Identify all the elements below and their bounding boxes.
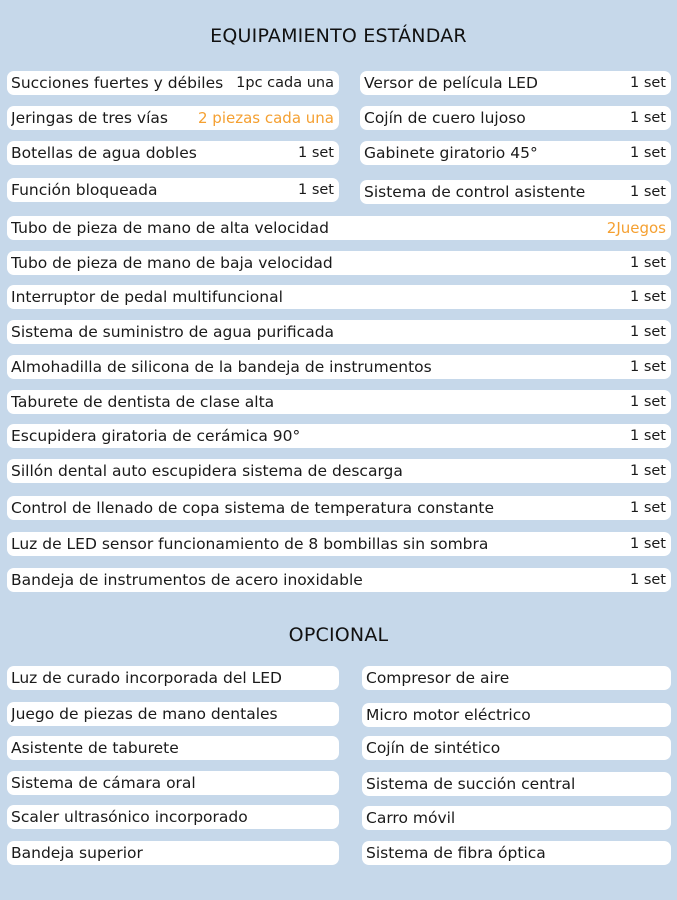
standard-item bbox=[360, 71, 671, 95]
item-qty: 1 set bbox=[630, 289, 666, 305]
optional-item bbox=[7, 771, 339, 795]
item-label: Cojín de cuero lujoso bbox=[364, 109, 526, 127]
item-qty: 1 set bbox=[630, 145, 666, 161]
standard-item bbox=[7, 141, 339, 165]
optional-item bbox=[7, 805, 339, 829]
item-label: Sistema de fibra óptica bbox=[366, 844, 546, 862]
standard-item bbox=[7, 106, 339, 130]
optional-item bbox=[7, 841, 339, 865]
item-label: Cojín de sintético bbox=[366, 739, 501, 757]
item-qty: 2Juegos bbox=[606, 219, 666, 237]
item-label: Compresor de aire bbox=[366, 669, 510, 687]
item-label: Sistema de control asistente bbox=[364, 183, 586, 201]
item-qty: 1 set bbox=[630, 572, 666, 588]
item-qty: 1 set bbox=[630, 500, 666, 516]
standard-item bbox=[7, 285, 671, 309]
item-label: Sillón dental auto escupidera sistema de descarga bbox=[11, 462, 403, 480]
item-label: Escupidera giratoria de cerámica 90° bbox=[11, 427, 301, 445]
item-label: Carro móvil bbox=[366, 809, 456, 827]
item-label: Asistente de taburete bbox=[11, 739, 179, 757]
item-qty: 1 set bbox=[630, 110, 666, 126]
item-label: Bandeja superior bbox=[11, 844, 143, 862]
item-label: Luz de curado incorporada del LED bbox=[11, 669, 282, 687]
standard-item bbox=[7, 178, 339, 202]
item-qty: 1 set bbox=[630, 428, 666, 444]
standard-item bbox=[7, 216, 671, 240]
item-label: Micro motor eléctrico bbox=[366, 706, 531, 724]
item-label: Control de llenado de copa sistema de temperatura constante bbox=[11, 499, 495, 517]
item-label: Almohadilla de silicona de la bandeja de instrumentos bbox=[11, 358, 432, 376]
standard-item bbox=[360, 141, 671, 165]
item-qty: 1 set bbox=[298, 182, 334, 198]
standard-title: EQUIPAMIENTO ESTÁNDAR bbox=[210, 25, 467, 47]
item-label: Succiones fuertes y débiles bbox=[11, 74, 224, 92]
item-label: Interruptor de pedal multifuncional bbox=[11, 288, 283, 306]
optional-item bbox=[7, 736, 339, 760]
item-label: Sistema de suministro de agua purificada bbox=[11, 323, 335, 341]
standard-item bbox=[360, 106, 671, 130]
standard-item bbox=[7, 459, 671, 483]
item-qty: 1 set bbox=[630, 536, 666, 552]
standard-item bbox=[7, 496, 671, 520]
optional-item bbox=[362, 772, 671, 796]
item-label: Juego de piezas de mano dentales bbox=[11, 705, 278, 723]
optional-item bbox=[362, 841, 671, 865]
item-label: Tubo de pieza de mano de alta velocidad bbox=[11, 219, 329, 237]
standard-item bbox=[7, 71, 339, 95]
item-qty: 2 piezas cada una bbox=[197, 109, 334, 127]
item-label: Jeringas de tres vías bbox=[11, 109, 168, 127]
item-label: Sistema de cámara oral bbox=[11, 774, 196, 792]
item-label: Taburete de dentista de clase alta bbox=[11, 393, 275, 411]
item-qty: 1 set bbox=[630, 75, 666, 91]
standard-item bbox=[360, 180, 671, 204]
item-qty: 1 set bbox=[298, 145, 334, 161]
item-label: Sistema de succión central bbox=[366, 775, 576, 793]
optional-item bbox=[362, 666, 671, 690]
item-label: Botellas de agua dobles bbox=[11, 144, 197, 162]
optional-item bbox=[362, 703, 671, 727]
optional-title: OPCIONAL bbox=[288, 624, 389, 646]
item-qty: 1pc cada una bbox=[236, 75, 334, 91]
item-label: Luz de LED sensor funcionamiento de 8 bombillas sin sombra bbox=[11, 535, 489, 553]
item-label: Bandeja de instrumentos de acero inoxidable bbox=[11, 571, 363, 589]
item-label: Tubo de pieza de mano de baja velocidad bbox=[11, 254, 333, 272]
standard-item bbox=[7, 320, 671, 344]
standard-item bbox=[7, 532, 671, 556]
optional-item bbox=[7, 702, 339, 726]
item-qty: 1 set bbox=[630, 359, 666, 375]
item-qty: 1 set bbox=[630, 255, 666, 271]
item-label: Scaler ultrasónico incorporado bbox=[11, 808, 248, 826]
item-label: Gabinete giratorio 45° bbox=[364, 144, 538, 162]
item-label: Función bloqueada bbox=[11, 181, 158, 199]
item-qty: 1 set bbox=[630, 184, 666, 200]
standard-item bbox=[7, 424, 671, 448]
item-label: Versor de película LED bbox=[364, 74, 538, 92]
standard-item bbox=[7, 355, 671, 379]
standard-item bbox=[7, 568, 671, 592]
standard-item bbox=[7, 251, 671, 275]
optional-item bbox=[362, 736, 671, 760]
optional-item bbox=[362, 806, 671, 830]
item-qty: 1 set bbox=[630, 394, 666, 410]
optional-item bbox=[7, 666, 339, 690]
item-qty: 1 set bbox=[630, 463, 666, 479]
standard-item bbox=[7, 390, 671, 414]
item-qty: 1 set bbox=[630, 324, 666, 340]
